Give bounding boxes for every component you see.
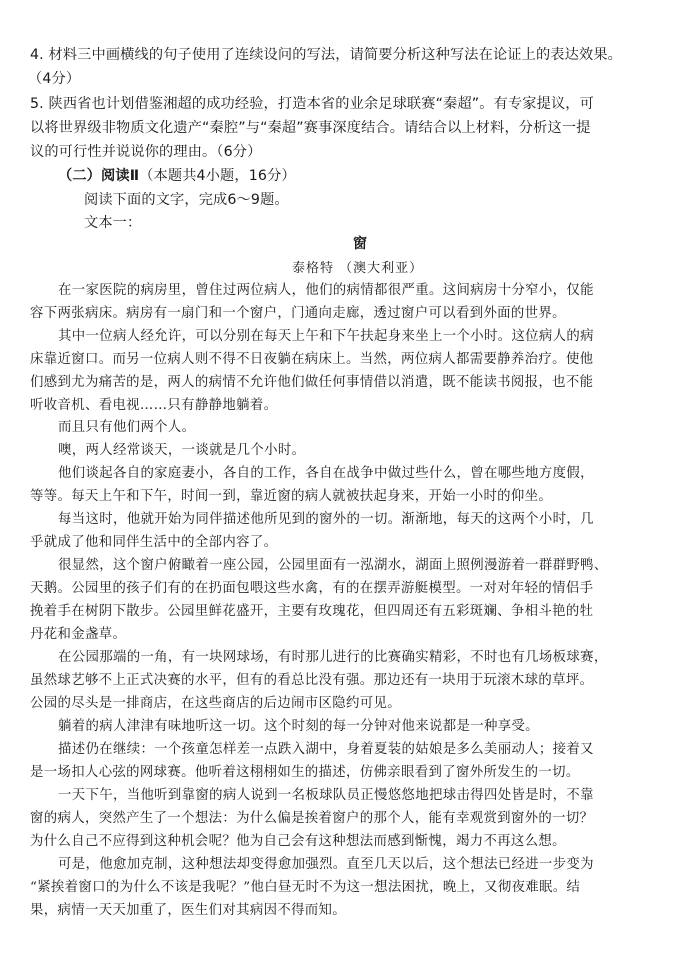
story-line: 其中一位病人经允许，可以分别在每天上午和下午扶起身来坐上一个小时。这位病人的病 bbox=[58, 329, 594, 344]
story-line: 乎就成了他和同伴生活中的全部内容了。 bbox=[30, 535, 278, 550]
question-5-line-3: 议的可行性并说说你的理由。（6分） bbox=[30, 144, 262, 160]
story-line: 在公园那端的一角，有一块网球场，有时那儿进行的比赛确实精彩，不时也有几场板球赛， bbox=[58, 650, 608, 665]
story-line: 容下两张病床。病房有一扇门和一个窗户，门通向走廊，透过窗户可以看到外面的世界。 bbox=[30, 306, 566, 321]
question-5-line-1: 5. 陕西省也计划借鉴湘超的成功经验，打造本省的业余足球联赛“秦超”。有专家提议，可 bbox=[30, 96, 594, 112]
story-line: 而且只有他们两个人。 bbox=[58, 420, 196, 435]
story-title: 窗 bbox=[353, 236, 367, 252]
story-line: 噢，两人经常谈天，一谈就是几个小时。 bbox=[58, 443, 306, 458]
story-author: 泰格特 （澳大利亚） bbox=[292, 261, 424, 276]
question-5-line-2: 以将世界级非物质文化遗产“秦腔”与“秦超”赛事深度结合。请结合以上材料，分析这一提 bbox=[30, 120, 591, 136]
question-4-line-2: （4分） bbox=[28, 71, 81, 87]
story-line: 丹花和金盏草。 bbox=[30, 627, 127, 642]
section-instruction: 阅读下面的文字，完成6～9题。 bbox=[84, 192, 289, 208]
story-line: 床靠近窗口。而另一位病人则不得不日夜躺在病床上。当然，两位病人都需要静养治疗。使他 bbox=[30, 352, 594, 367]
story-line: “紧挨着窗口的为什么不该是我呢？”他白昼无时不为这一想法困扰，晚上，又彻夜难眠。结 bbox=[30, 880, 581, 895]
story-line: 躺着的病人津津有味地听这一切。这个时刻的每一分钟对他来说都是一种享受。 bbox=[58, 719, 539, 734]
story-line: 是一场扣人心弦的网球赛。他听着这栩栩如生的描述，仿佛亲眼看到了窗外所发生的一切。 bbox=[30, 765, 580, 780]
story-line: 公园的尽头是一排商店，在这些商店的后边闹市区隐约可见。 bbox=[30, 696, 401, 711]
story-line: 他们谈起各自的家庭妻小，各自的工作，各自在战争中做过些什么，曾在哪些地方度假， bbox=[58, 466, 594, 481]
story-line: 听收音机、看电视……只有静静地躺着。 bbox=[30, 398, 278, 413]
story-line: 果，病情一天天加重了，医生们对其病因不得而知。 bbox=[30, 903, 347, 918]
story-line: 窗的病人，突然产生了一个想法：为什么偏是挨着窗户的那个人，能有幸观赏到窗外的一切？ bbox=[30, 811, 594, 826]
story-line: 每当这时，他就开始为同伴描述他所见到的窗外的一切。渐渐地，每天的这两个小时，几 bbox=[58, 512, 594, 527]
question-4-line-1: 4. 材料三中画横线的句子使用了连续设问的写法，请简要分析这种写法在论证上的表达效果。 bbox=[30, 47, 622, 63]
story-line: 很显然，这个窗户俯瞰着一座公园，公园里面有一泓湖水，湖面上照例漫游着一群群野鸭、 bbox=[58, 558, 608, 573]
story-line: 在一家医院的病房里，曾住过两位病人，他们的病情都很严重。这间病房十分窄小，仅能 bbox=[58, 283, 594, 298]
story-line: 可是，他愈加克制，这种想法却变得愈加强烈。直至几天以后，这个想法已经进一步变为 bbox=[58, 857, 594, 872]
story-line: 描述仍在继续：一个孩童怎样差一点跌入湖中，身着夏装的姑娘是多么美丽动人；接着又 bbox=[58, 742, 594, 757]
section-heading bbox=[58, 165, 296, 185]
story-line: 一天下午，当他听到靠窗的病人说到一名板球队员正慢悠悠地把球击得四处皆是时，不靠 bbox=[58, 788, 594, 803]
story-line: 等等。每天上午和下午，时间一到，靠近窗的病人就被扶起身来，开始一小时的仰坐。 bbox=[30, 489, 553, 504]
text-label: 文本一： bbox=[84, 215, 142, 231]
story-line: 天鹅。公园里的孩子们有的在扔面包喂这些水禽，有的在摆弄游艇模型。一对对年轻的情侣手 bbox=[30, 581, 594, 596]
story-line: 挽着手在树阴下散步。公园里鲜花盛开，主要有玫瑰花，但四周还有五彩斑斓、争相斗艳的牡 bbox=[30, 604, 594, 619]
story-line: 为什么自己不应得到这种机会呢？他为自己会有这种想法而感到惭愧，竭力不再这么想。 bbox=[30, 834, 566, 849]
section-heading-points: （本题共4小题，16分） bbox=[139, 168, 296, 184]
story-line: 虽然球艺够不上正式决赛的水平，但有的看总比没有强。那边还有一块用于玩滚木球的草坪。 bbox=[30, 673, 594, 688]
story-line: 们感到尤为痛苦的是，两人的病情不允许他们做任何事情借以消遣，既不能读书阅报，也不能 bbox=[30, 375, 594, 390]
section-heading-label: （二）阅读Ⅱ bbox=[58, 168, 140, 184]
